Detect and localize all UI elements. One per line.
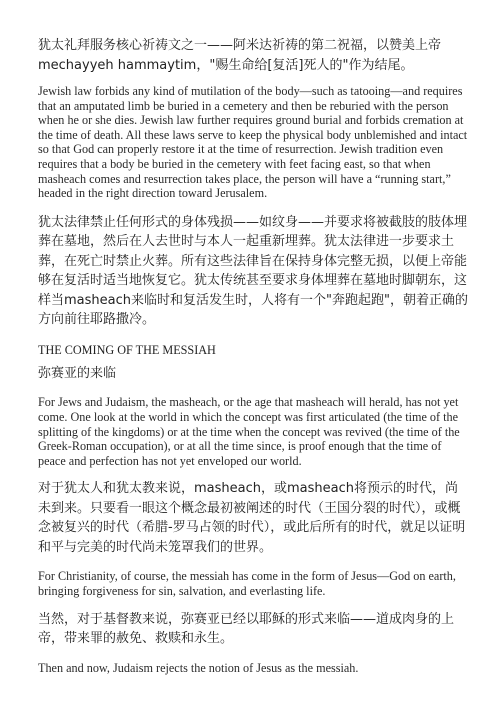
paragraph-masheach-zh: 对于犹太人和犹太教来说，masheach，或masheach将预示的时代，尚未到来。只要看一眼这个概念最初被阐述的时代（王国分裂的时代），或概念被复兴的时代（希腊-罗马占领的时代），或此后所有的时代，就足以证明和平与完美的时代尚未笼罩我们的世界。 bbox=[38, 481, 466, 555]
section-heading-zh: 弥赛亚的来临 bbox=[38, 366, 117, 382]
paragraph-masheach-en: For Jews and Judaism, the masheach, or the age that masheach will herald, has not yet come. One look at the world in which the concept was first articulated (the time of the splitting of the kingdoms) or at the time when the concept was revived (the time of the Greek-Roman occupation), or at all the time since, is proof enough that the time of peace and perfection has not yet enveloped our world. bbox=[38, 395, 460, 468]
paragraph-amidah-blessing-zh: 犹太礼拜服务核心祈祷文之一——阿米达祈祷的第二祝福，以赞美上帝mechayyeh hammaytim，"赐生命给[复活]死人的"作为结尾。 bbox=[38, 38, 442, 73]
paragraph-jewish-law-zh: 犹太法律禁止任何形式的身体残损——如纹身——并要求将被截肢的肢体埋葬在墓地，然后在人去世时与本人一起重新埋葬。犹太法律进一步要求土葬，在死亡时禁止火葬。所有这些法律旨在保持身体完整无损，以便上帝能够在复活时适当地恢复它。犹太传统甚至要求身体埋葬在墓地时脚朝东，这样当masheach来临时和复活发生时，人将有一个"奔跑起跑"，朝着正确的方向前往耶路撒冷。 bbox=[38, 214, 468, 328]
document-page bbox=[38, 36, 470, 675]
paragraph-rejection-en: Then and now, Judaism rejects the notion of Jesus as the messiah. bbox=[38, 660, 359, 675]
paragraph-jewish-law-en: Jewish law forbids any kind of mutilation of the body—such as tatooing—and requires that an amputated limb be buried in a cemetery and then be reburied with the person when he or she dies. Jewish law further requires ground burial and forbids cremation at the time of death. All these laws serve to keep the physical body unblemished and intact so that God can properly restore it at the time of resurrection. Jewish tradition even requires that a body be buried in the cemetery with feet facing east, so that when masheach comes and resurrection takes place, the person will have a “running start,” headed in the right direction toward Jerusalem. bbox=[38, 84, 468, 201]
paragraph-christianity-zh: 当然，对于基督教来说，弥赛亚已经以耶稣的形式来临——道成肉身的上帝，带来罪的赦免、救赎和永生。 bbox=[38, 611, 455, 646]
section-heading-en: THE COMING OF THE MESSIAH bbox=[38, 342, 216, 357]
paragraph-christianity-en: For Christianity, of course, the messiah has come in the form of Jesus—God on earth, bringing forgiveness for sin, salvation, and everlasting life. bbox=[38, 569, 456, 598]
